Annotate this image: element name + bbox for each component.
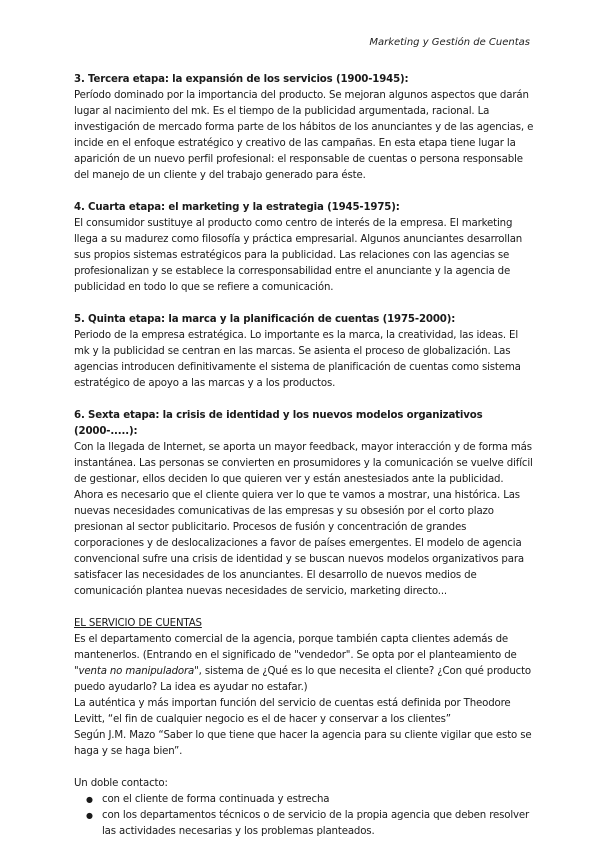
section-etapa-4 [74,200,534,296]
section-servicio-cuentas [74,616,534,840]
servicio-title: EL SERVICIO DE CUENTAS [74,618,202,629]
section-heading: 4. Cuarta etapa: el marketing y la estrategia (1945-1975): [74,202,400,213]
servicio-p1-italic: venta no manipuladora [78,666,195,677]
section-paragraph: Con la llegada de Internet, se aporta un mayor feedback, mayor interacción y de forma más instantánea. Las personas se convierten en prosumidores y la comunicación se vuelve difícil de gestionar, ellos deciden lo que quieren ver y están anestesiados ante la publicidad. Ahora es necesario que el cliente quiera ver lo que te vamos a mostrar, una histórica. Las nuevas necesidades comunicativas de las empresas y su obsesión por el corto plazo presionan al sector publicitario. Procesos de fusión y concentración de grandes corporaciones y de deslocalizaciones a favor de países emergentes. El modelo de agencia convencional sufre una crisis de identidad y se buscan nuevos modelos organizativos para satisfacer las necesidades de los anunciantes. El desarrollo de nuevos medios de comunicación plantea nuevas necesidades de servicio, marketing directo... [74,442,533,597]
contacto-intro: Un doble contacto: [74,778,168,789]
section-heading: 3. Tercera etapa: la expansión de los servicios (1900-1945): [74,74,409,85]
servicio-paragraph-3: Según J.M. Mazo “Saber lo que tiene que hacer la agencia para su cliente vigilar que esto se haga y se haga bien”. [74,730,532,757]
section-etapa-5 [74,312,534,392]
section-heading: 5. Quinta etapa: la marca y la planificación de cuentas (1975-2000): [74,314,456,325]
servicio-paragraph-1 [74,632,534,696]
contacto-list [74,792,534,840]
section-paragraph: Período dominado por la importancia del producto. Se mejoran algunos aspectos que darán lugar al nacimiento del mk. Es el tiempo de la publicidad argumentada, racional. La investigación de mercado forma parte de los hábitos de los anunciantes y de las agencias, e incide en el enfoque estratégico y creativo de las campañas. En esta etapa tiene lugar la aparición de un nuevo perfil profesional: el responsable de cuentas o persona responsable del manejo de un cliente y del trabajo generado para éste. [74,90,534,181]
section-etapa-3 [74,72,534,184]
section-heading: 6. Sexta etapa: la crisis de identidad y los nuevos modelos organizativos (2000-.....): [74,410,483,437]
section-etapa-6 [74,408,534,600]
servicio-p1-end: ", sistema de ¿Qué es lo que necesita el cliente? ¿Con qué producto puedo ayudarlo? La idea es ayudar no estafar.) [74,666,532,693]
page-header: Marketing y Gestión de Cuentas [369,37,530,48]
document-body [74,72,534,856]
section-paragraph: El consumidor sustituye al producto como centro de interés de la empresa. El marketing llega a su madurez como filosofía y práctica empresarial. Algunos anunciantes desarrollan sus propios sistemas estratégicos para la publicidad. Las relaciones con las agencias se profesionalizan y se establece la corresponsabilidad entre el anunciante y la agencia de publicidad en todo lo que se refiere a comunicación. [74,218,523,293]
list-item: ● con el cliente de forma continuada y estrecha [102,792,534,808]
list-item: ● con los departamentos técnicos o de servicio de la propia agencia que deben resolver las actividades necesarias y los problemas planteados. [102,808,534,840]
servicio-paragraph-2: La auténtica y más importan función del servicio de cuentas está definida por Theodore Levitt, “el fin de cualquier negocio es el de hacer y conservar a los clientes” [74,698,511,725]
section-paragraph: Periodo de la empresa estratégica. Lo importante es la marca, la creatividad, las ideas. El mk y la publicidad se centran en las marcas. Se asienta el proceso de globalización. Las agencias introducen definitivamente el sistema de planificación de cuentas como sistema estratégico de apoyo a las marcas y a los productos. [74,330,521,389]
spacer [74,760,534,776]
servicio-p1-start: Es el departamento comercial de la agencia, porque también capta clientes además de mantenerlos. (Entrando en el significado de "vendedor". Se opta por el planteamiento de " [74,634,517,677]
